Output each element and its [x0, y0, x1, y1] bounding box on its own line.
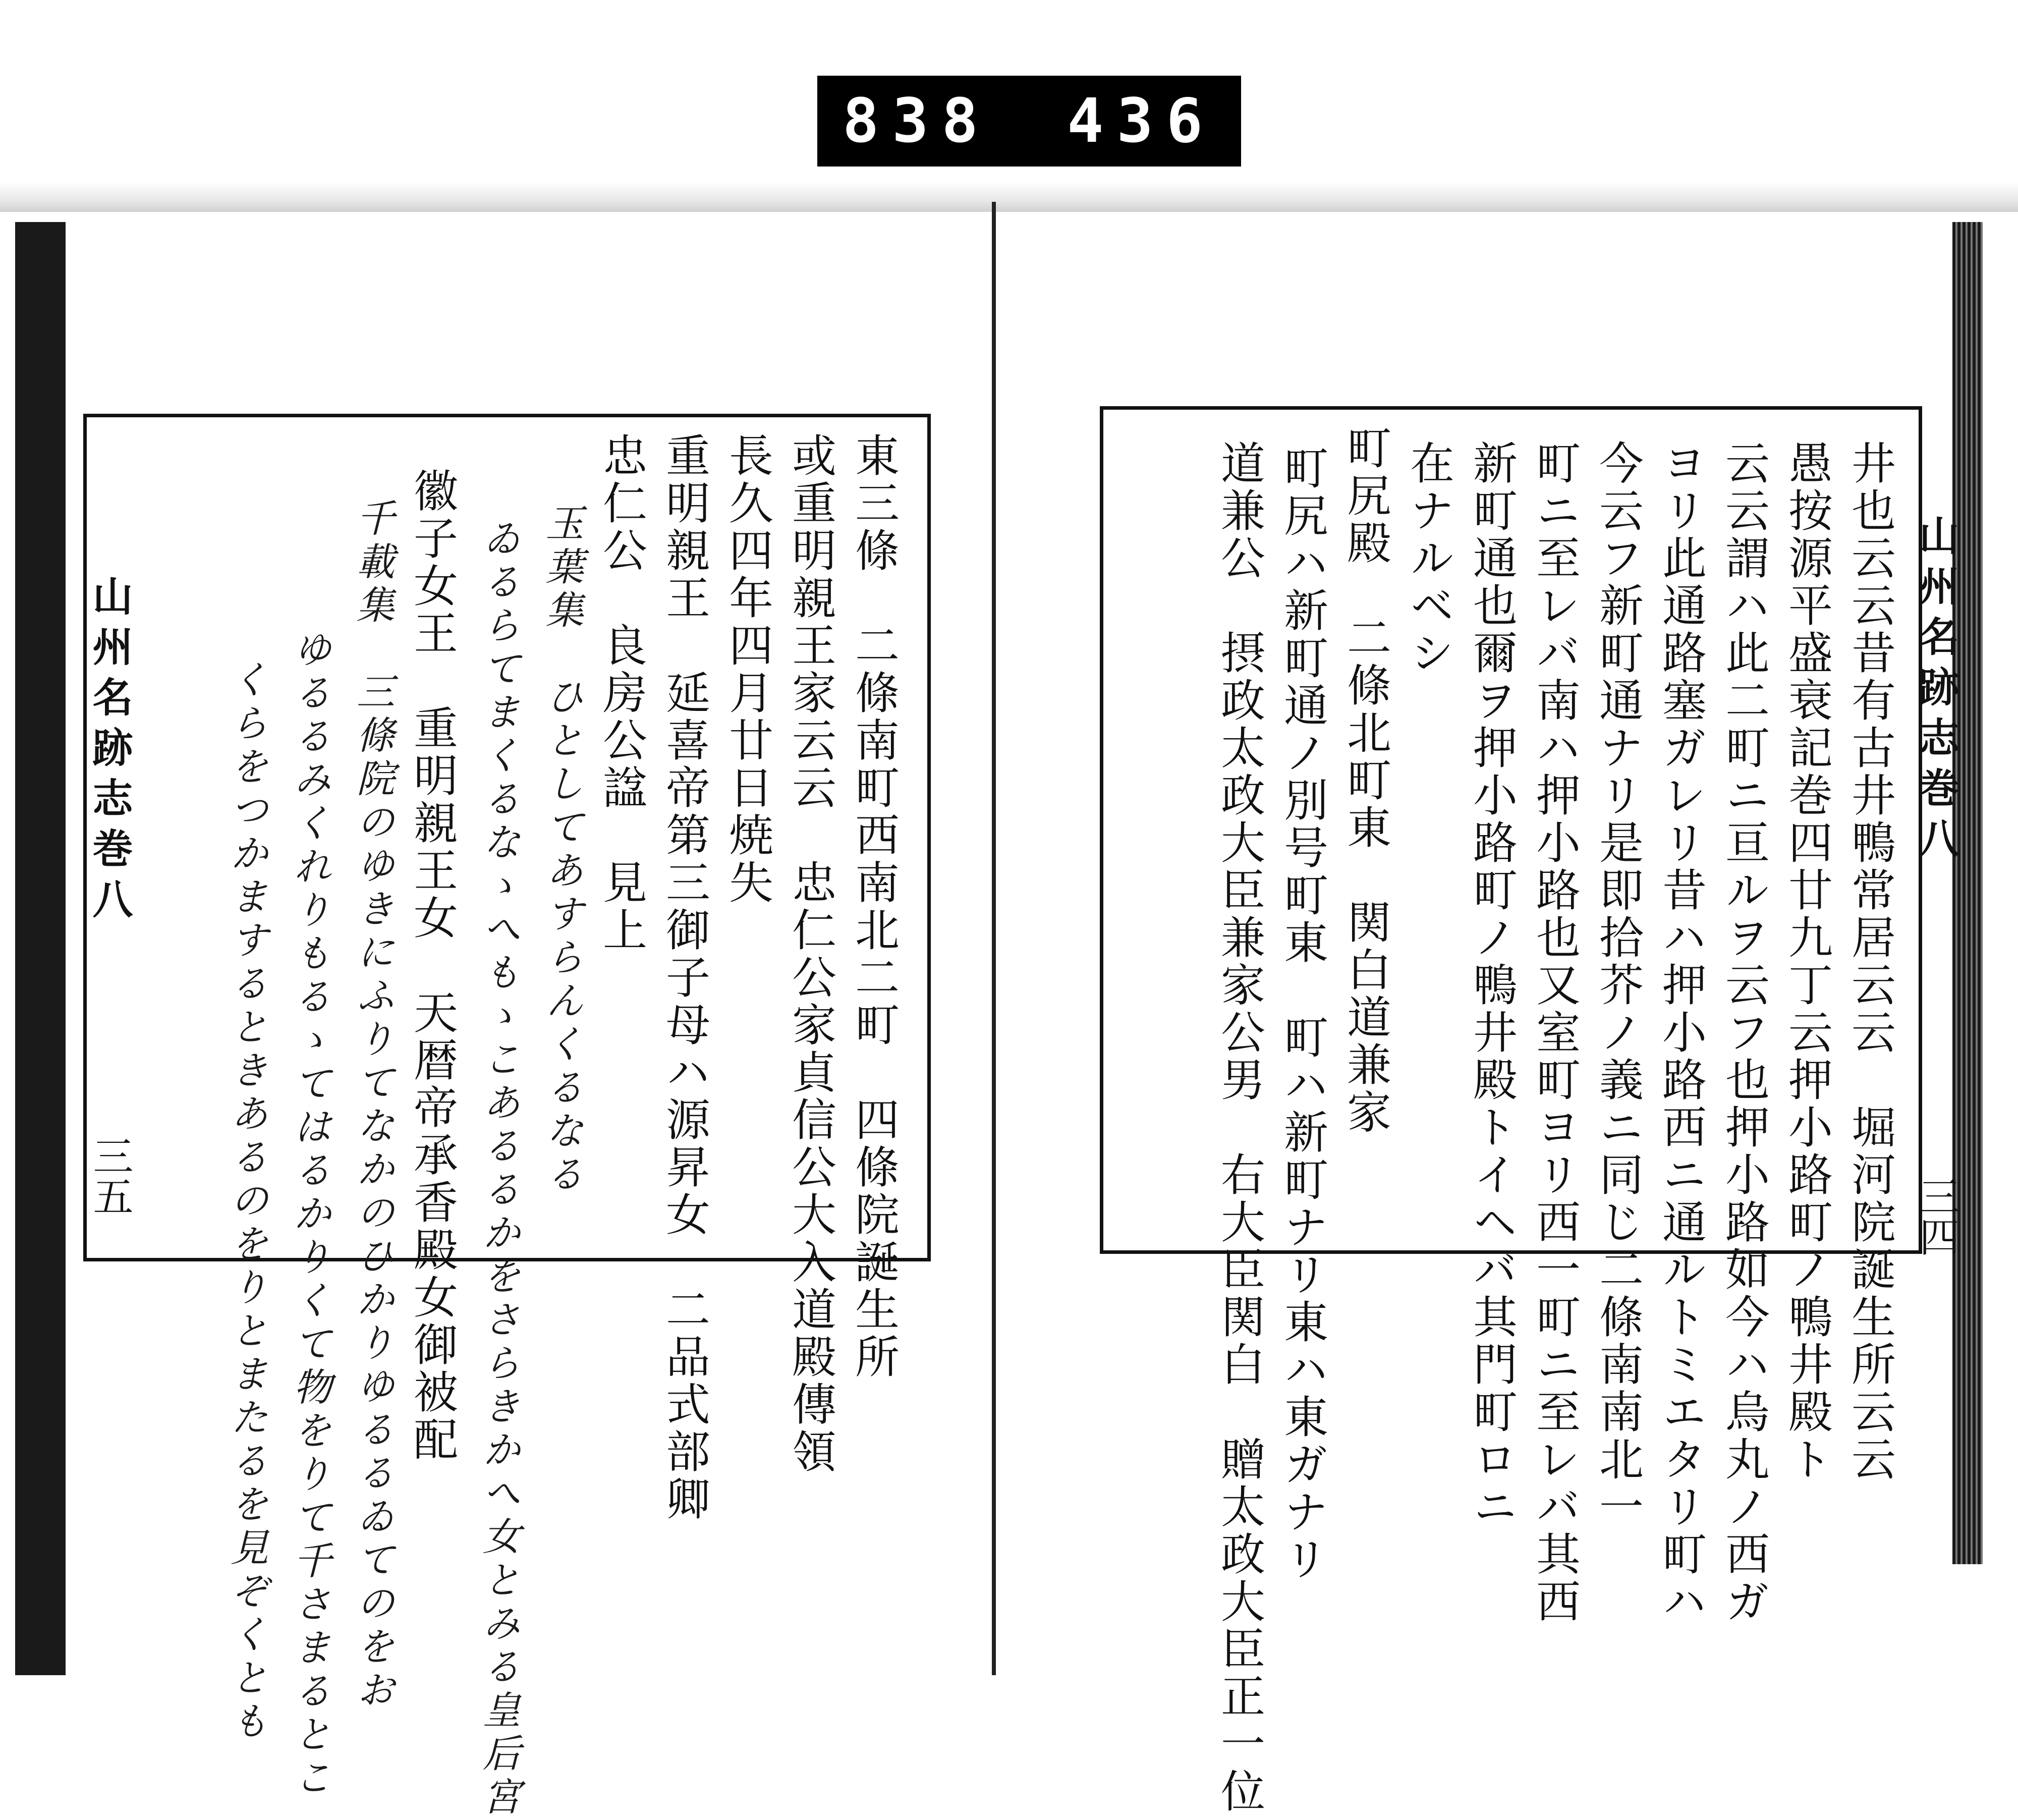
left-column-9: 千載集 三條院のゆきにふりてなかのひかりゆるるゐてのをお [350, 498, 395, 1713]
left-column-1: 東三條 二條南町西南北二町 四條院誕生所 [848, 432, 900, 1381]
right-column-6: 町ニ至レバ南ハ押小路也又室町ヨリ西一町ニ至レバ其西 [1529, 440, 1581, 1626]
book-gutter [992, 202, 996, 1675]
right-column-7: 新町通也爾ヲ押小路町ノ鴨井殿トイヘバ其門町ロニ [1466, 440, 1518, 1531]
right-column-1: 井也云云昔有古井鴨常居云云 堀河院誕生所云云 [1844, 440, 1896, 1483]
scan-id-strip [817, 76, 1241, 167]
right-page-running-title: 山州名跡志巻八 [1912, 515, 1959, 868]
left-column-6: 玉葉集 ひとしてあすらんくるなる [539, 503, 584, 1197]
right-page-text-frame [1100, 406, 1922, 1815]
right-column-5: 今云フ新町通ナリ是即拾芥ノ義ニ同じ二條南南北一 [1592, 440, 1644, 1531]
right-column-2: 愚按源平盛衰記巻四廿九丁云押小路町ノ鴨井殿ト [1781, 440, 1833, 1483]
scan-id-left: 838 [843, 86, 991, 156]
right-column-11: 道兼公 摂政太政大臣兼家公男 右大臣関白 贈太政大臣正一位 [1214, 440, 1266, 1815]
left-page-running-title: 山州名跡志巻八 [86, 575, 133, 928]
right-column-10: 町尻ハ新町通ノ別号町東 町ハ新町ナリ東ハ東ガナリ [1277, 445, 1329, 1583]
right-column-9: 町尻殿 二條北町東 関白道兼家 [1340, 425, 1392, 1136]
left-column-4: 重明親王 延喜帝第三御子母ハ源昇女 二品式部卿 [659, 432, 711, 1523]
left-column-5: 忠仁公 良房公諡 見上 [596, 432, 648, 954]
book-cover-left [15, 222, 66, 1675]
right-column-3: 云云謂ハ此二町ニ亘ルヲ云フ也押小路如今ハ烏丸ノ西ガ [1718, 440, 1770, 1626]
right-column-8: 在ナルベシ [1403, 440, 1455, 677]
left-page-text-frame [83, 414, 931, 1820]
book-page-edges-right [1952, 222, 1983, 1564]
right-column-4: ヨリ此通路塞ガレリ昔ハ押小路西ニ通ルトミエタリ町ハ [1655, 440, 1707, 1626]
left-column-11: くらをつかまするときあるのをりとまたるを見ぞくとも [224, 659, 269, 1744]
left-column-8: 徽子女王 重明親王女 天暦帝承香殿女御被配 [407, 468, 459, 1464]
left-column-7: ゐるらてまくるなゝへもゝこあるるかをさらきかへ女とみる皇后宮 [476, 518, 521, 1820]
right-page-number: 三四 [1913, 1176, 1959, 1256]
left-column-3: 長久四年四月廿日焼失 [722, 432, 774, 907]
left-column-10: ゆるるみくれりもるゝてはるかりくて物をりて千さまるとこ [287, 629, 332, 1801]
scan-id-right: 436 [1067, 86, 1216, 156]
left-column-2: 或重明親王家云云 忠仁公家貞信公大入道殿傳領 [785, 432, 837, 1476]
left-page-number: 三五 [86, 1135, 133, 1216]
